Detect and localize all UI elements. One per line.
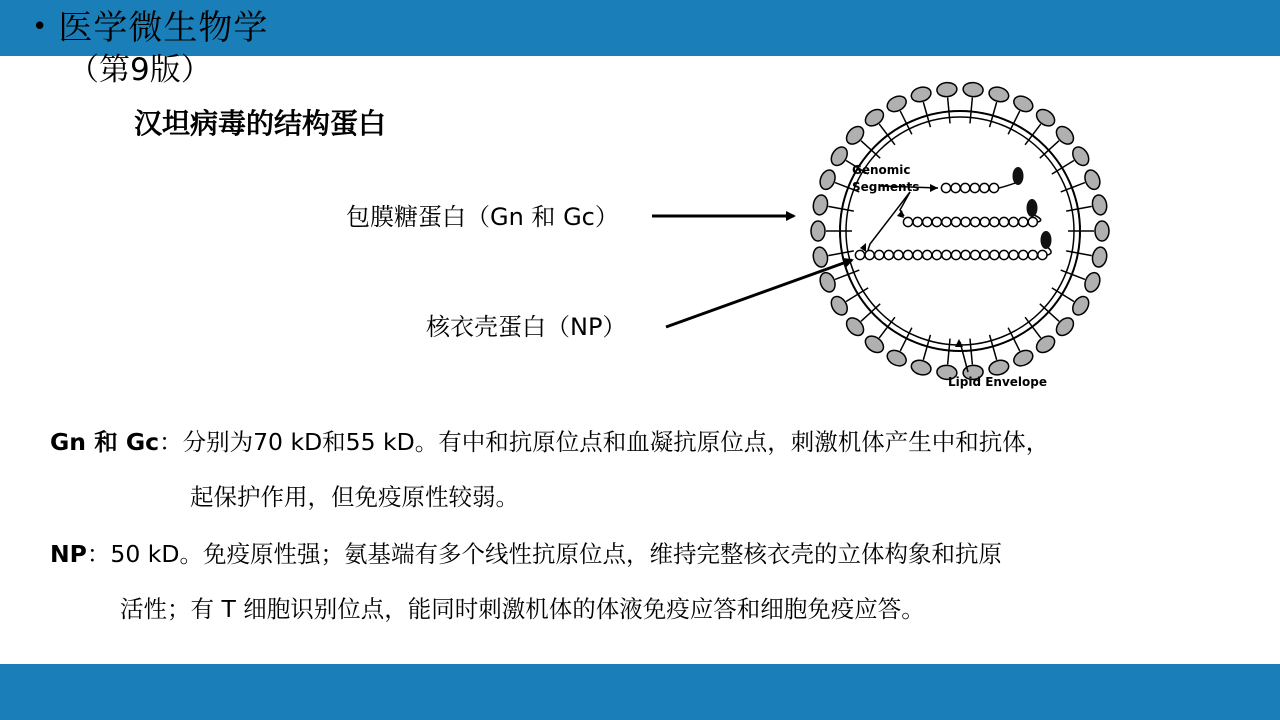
rna-bead xyxy=(951,217,960,226)
spike-stalk xyxy=(879,124,895,145)
spike-head xyxy=(817,168,837,192)
spike-head xyxy=(812,194,829,216)
rna-bead xyxy=(932,217,941,226)
rna-bead xyxy=(980,250,989,259)
rna-bead xyxy=(903,250,912,259)
rna-bead xyxy=(961,250,970,259)
envelope-glycoprotein-label: 包膜糖蛋白（Gn 和 Gc） xyxy=(346,203,619,231)
spike-head xyxy=(1082,270,1102,294)
spike-head xyxy=(885,347,909,368)
rna-bead xyxy=(1028,250,1037,259)
rna-bead xyxy=(990,217,999,226)
genomic-label-line1: Genomic xyxy=(852,163,911,177)
rna-bead xyxy=(961,183,970,192)
spike-head xyxy=(828,144,850,168)
rna-bead xyxy=(1019,217,1028,226)
rna-bead xyxy=(971,250,980,259)
rna-bead xyxy=(999,250,1008,259)
spike-head xyxy=(817,270,837,294)
spike-head xyxy=(811,221,825,241)
edition-label: （第9版） xyxy=(68,52,212,88)
rna-bead xyxy=(932,250,941,259)
gn-gc-text1: 分别为70 kD和55 kD。有中和抗原位点和血凝抗原位点，刺激机体产生中和抗体， xyxy=(182,428,1050,456)
gn-gc-paragraph-line2: 起保护作用，但免疫原性较弱。 xyxy=(190,483,519,511)
rna-bead xyxy=(942,217,951,226)
spike-head xyxy=(987,85,1010,104)
rna-bead xyxy=(989,183,998,192)
rna-bead xyxy=(865,250,874,259)
rna-bead xyxy=(970,183,979,192)
polymerase-blob xyxy=(1041,231,1052,249)
nucleocapsid-label: 核衣壳蛋白（NP） xyxy=(426,313,627,341)
spike-head xyxy=(885,93,909,114)
rna-bead xyxy=(913,250,922,259)
rna-bead xyxy=(923,250,932,259)
rna-bead xyxy=(951,250,960,259)
rna-bead xyxy=(875,250,884,259)
course-name: 医学微生物学 xyxy=(58,8,269,48)
spike-head xyxy=(1070,294,1092,318)
rna-bead xyxy=(884,250,893,259)
spike-head xyxy=(1011,93,1035,114)
spike-head xyxy=(962,82,983,98)
rna-bead xyxy=(894,250,903,259)
gn-gc-term: Gn 和 Gc xyxy=(50,428,160,456)
glycoprotein-spikes xyxy=(811,82,1109,381)
rna-bead xyxy=(1028,217,1037,226)
polymerase-blob xyxy=(1013,167,1024,185)
genomic-label-line2: Segments xyxy=(852,180,920,194)
spike-head xyxy=(1095,221,1109,241)
gn-gc-paragraph-line1 xyxy=(50,424,1049,460)
lipid-envelope-outer xyxy=(840,111,1080,351)
spike-head xyxy=(1033,106,1057,129)
spike-head xyxy=(1091,194,1108,216)
np-term: NP xyxy=(50,540,87,568)
slide-title: 汉坦病毒的结构蛋白 xyxy=(134,107,387,140)
gn-gc-separator: ： xyxy=(159,428,183,456)
spike-head xyxy=(936,82,957,98)
rna-bead xyxy=(999,217,1008,226)
hantavirus-structure-diagram xyxy=(800,64,1120,394)
rna-bead xyxy=(913,217,922,226)
rna-bead xyxy=(903,217,912,226)
spike-head xyxy=(910,358,933,377)
np-separator: ： xyxy=(86,540,111,568)
spike-head xyxy=(1082,168,1102,192)
rna-bead xyxy=(980,217,989,226)
rna-bead xyxy=(961,217,970,226)
spike-head xyxy=(812,246,829,268)
rna-bead xyxy=(1019,250,1028,259)
spike-head xyxy=(828,294,850,318)
rna-bead xyxy=(855,250,864,259)
rna-bead xyxy=(971,217,980,226)
spike-head xyxy=(1011,347,1035,368)
spike-head xyxy=(1070,144,1092,168)
rna-bead xyxy=(990,250,999,259)
np-paragraph-line1 xyxy=(50,536,1002,572)
spike-head xyxy=(862,333,886,356)
polymerase-blob xyxy=(1027,199,1038,217)
rna-bead xyxy=(941,183,950,192)
rna-bead xyxy=(980,183,989,192)
rna-bead xyxy=(1009,250,1018,259)
bullet-icon: • xyxy=(32,12,49,42)
rna-bead xyxy=(951,183,960,192)
rna-bead xyxy=(942,250,951,259)
rna-bead xyxy=(1038,250,1047,259)
rna-bead xyxy=(1009,217,1018,226)
np-paragraph-line2: 活性；有 T 细胞识别位点，能同时刺激机体的体液免疫应答和细胞免疫应答。 xyxy=(120,595,925,623)
spike-head xyxy=(910,85,933,104)
np-text1: 50 kD。免疫原性强；氨基端有多个线性抗原位点，维持完整核衣壳的立体构象和抗原 xyxy=(110,540,1002,568)
spike-head xyxy=(1033,333,1057,356)
rna-bead xyxy=(923,217,932,226)
spike-head xyxy=(862,106,886,129)
lipid-envelope-label: Lipid Envelope xyxy=(948,375,1048,389)
spike-head xyxy=(1091,246,1108,268)
